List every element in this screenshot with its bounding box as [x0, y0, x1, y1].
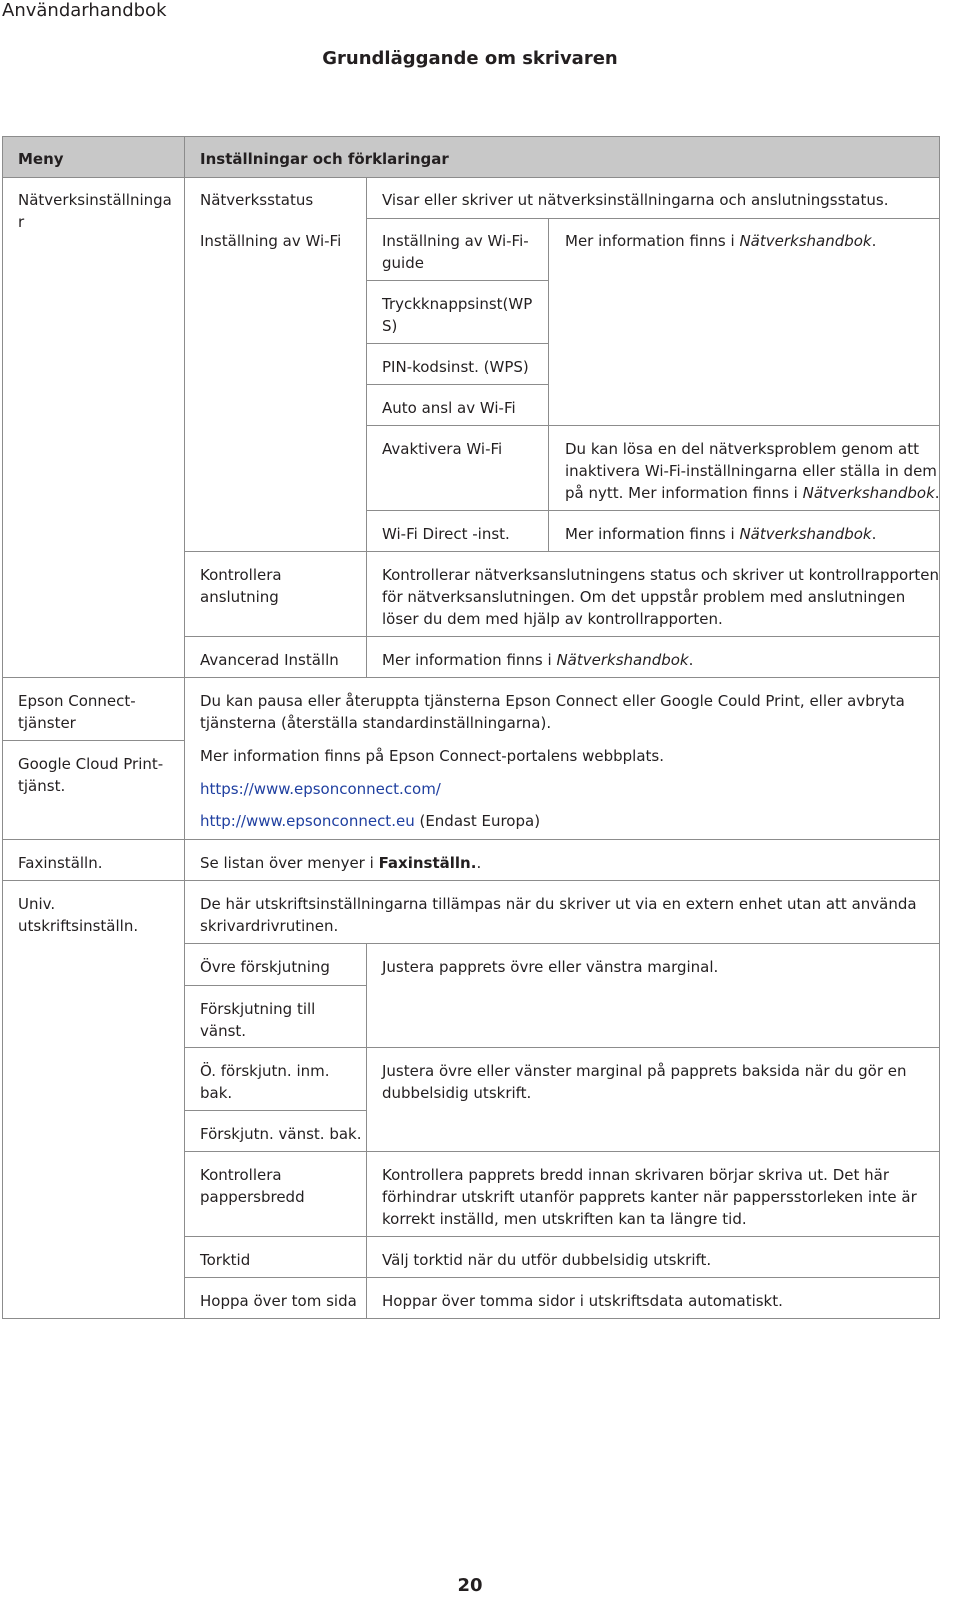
row-divider [184, 1236, 939, 1237]
skip-blank-page-desc: Hoppar över tomma sidor i utskriftsdata automatiskt. [382, 1292, 783, 1310]
network-status-description: Visar eller skriver ut nätverksinställningarna och anslutningsstatus. [382, 191, 889, 209]
column-divider [366, 943, 367, 1319]
row-divider [2, 740, 184, 741]
check-connection-desc-line3: löser du dem med hjälp av kontrollrapporten. [382, 610, 723, 628]
table-left-border [2, 136, 3, 1319]
epsonconnect-com-link[interactable]: https://www.epsonconnect.com/ [200, 780, 441, 798]
check-connection-label-wrap: anslutning [200, 588, 279, 606]
row-divider [184, 985, 366, 986]
column-header-settings: Inställningar och förklaringar [200, 150, 449, 168]
row-divider [184, 1047, 939, 1048]
wifi-direct-label: Wi-Fi Direct -inst. [382, 525, 510, 543]
wifi-wizard-label-wrap: guide [382, 254, 424, 272]
auto-connect-label: Auto ansl av Wi-Fi [382, 399, 516, 417]
menu-google-cloud-print-wrap: tjänst. [18, 777, 66, 795]
wifi-more-info: Mer information finns i Nätverkshandbok. [565, 232, 877, 250]
table-bottom-border [2, 1318, 939, 1319]
row-divider [184, 1151, 939, 1152]
row-divider [366, 343, 548, 344]
row-divider [2, 677, 939, 678]
services-desc-line3: Mer information finns på Epson Connect-portalens webbplats. [200, 747, 664, 765]
push-button-setup-label-wrap: S) [382, 317, 398, 335]
check-connection-label: Kontrollera [200, 566, 282, 584]
wifi-setup-label: Inställning av Wi-Fi [200, 232, 342, 250]
row-divider [366, 218, 939, 219]
row-divider [184, 551, 939, 552]
row-divider [2, 880, 939, 881]
paper-width-desc-line2: förhindrar utskrift utanför papprets kanter när pappersstorleken inte är [382, 1188, 917, 1206]
menu-fax-settings: Faxinställn. [18, 854, 103, 872]
universal-print-desc-line2: skrivardrivrutinen. [200, 917, 339, 935]
menu-network-settings: Nätverksinställninga [18, 191, 172, 209]
check-paper-width-label: Kontrollera [200, 1166, 282, 1184]
row-divider [366, 510, 939, 511]
disable-wifi-desc-line2: inaktivera Wi-Fi-inställningarna eller ställa in dem [565, 462, 937, 480]
back-top-offset-label: Ö. förskjutn. inm. [200, 1062, 330, 1080]
epsonconnect-eu-link[interactable]: http://www.epsonconnect.eu [200, 812, 415, 830]
menu-universal-print: Univ. [18, 895, 56, 913]
wifi-direct-more-info: Mer information finns i Nätverkshandbok. [565, 525, 877, 543]
push-button-setup-label: Tryckknappsinst(WP [382, 295, 533, 313]
column-header-menu: Meny [18, 150, 64, 168]
back-top-offset-label-wrap: bak. [200, 1084, 233, 1102]
row-divider [184, 1277, 939, 1278]
services-desc-line1: Du kan pausa eller återuppta tjänsterna Epson Connect eller Google Could Print, eller avbryta [200, 692, 905, 710]
left-offset-label: Förskjutning till [200, 1000, 316, 1018]
services-desc-line2: tjänsterna (återställa standardinställningarna). [200, 714, 552, 732]
column-divider [184, 136, 185, 1319]
row-divider [366, 425, 939, 426]
document-title: Användarhandbok [2, 0, 167, 21]
row-divider [184, 943, 939, 944]
drying-time-label: Torktid [200, 1251, 251, 1269]
table-top-border [2, 136, 939, 137]
drying-time-desc: Välj torktid när du utför dubbelsidig utskrift. [382, 1251, 712, 1269]
column-divider [366, 177, 367, 677]
advanced-more-info: Mer information finns i Nätverkshandbok. [382, 651, 694, 669]
row-divider [184, 636, 939, 637]
advanced-settings-label: Avancerad Inställn [200, 651, 339, 669]
back-left-offset-label: Förskjutn. vänst. bak. [200, 1125, 362, 1143]
disable-wifi-desc-line1: Du kan lösa en del nätverksproblem genom att [565, 440, 919, 458]
pin-setup-label: PIN-kodsinst. (WPS) [382, 358, 529, 376]
back-offset-desc-line1: Justera övre eller vänster marginal på papprets baksida när du gör en [382, 1062, 907, 1080]
menu-universal-print-wrap: utskriftsinställn. [18, 917, 139, 935]
menu-epson-connect: Epson Connect- [18, 692, 136, 710]
disable-wifi-label: Avaktivera Wi-Fi [382, 440, 503, 458]
top-offset-label: Övre förskjutning [200, 958, 330, 976]
paper-width-desc-line3: korrekt inställd, men utskriften kan ta längre tid. [382, 1210, 747, 1228]
left-offset-label-wrap: vänst. [200, 1022, 247, 1040]
table-header-background [2, 137, 939, 177]
table-header-border [2, 177, 939, 178]
wifi-wizard-label: Inställning av Wi-Fi- [382, 232, 529, 250]
back-offset-desc-line2: dubbelsidig utskrift. [382, 1084, 532, 1102]
epsonconnect-eu-line: http://www.epsonconnect.eu (Endast Europa) [200, 812, 541, 830]
fax-settings-desc: Se listan över menyer i Faxinställn.. [200, 854, 482, 872]
paper-width-desc-line1: Kontrollera papprets bredd innan skrivaren börjar skriva ut. Det här [382, 1166, 889, 1184]
row-divider [184, 1110, 366, 1111]
section-title: Grundläggande om skrivaren [322, 48, 618, 69]
table-right-border [939, 136, 940, 1319]
page-number: 20 [457, 1575, 483, 1596]
universal-print-desc-line1: De här utskriftsinställningarna tillämpas när du skriver ut via en extern enhet utan att använda [200, 895, 917, 913]
row-divider [2, 839, 939, 840]
offset-desc: Justera papprets övre eller vänstra marginal. [382, 958, 719, 976]
skip-blank-page-label: Hoppa över tom sida [200, 1292, 357, 1310]
menu-network-settings-wrap: r [18, 213, 25, 231]
check-connection-desc-line2: för nätverksanslutningen. Om det uppstår problem med anslutningen [382, 588, 906, 606]
row-divider [366, 384, 548, 385]
row-divider [366, 280, 548, 281]
check-connection-desc-line1: Kontrollerar nätverksanslutningens status och skriver ut kontrollrapporten [382, 566, 939, 584]
check-paper-width-label-wrap: pappersbredd [200, 1188, 305, 1206]
disable-wifi-desc-line3: på nytt. Mer information finns i Nätverkshandbok. [565, 484, 940, 502]
menu-epson-connect-wrap: tjänster [18, 714, 76, 732]
column-divider [548, 218, 549, 551]
menu-google-cloud-print: Google Cloud Print- [18, 755, 164, 773]
network-status-label: Nätverksstatus [200, 191, 314, 209]
